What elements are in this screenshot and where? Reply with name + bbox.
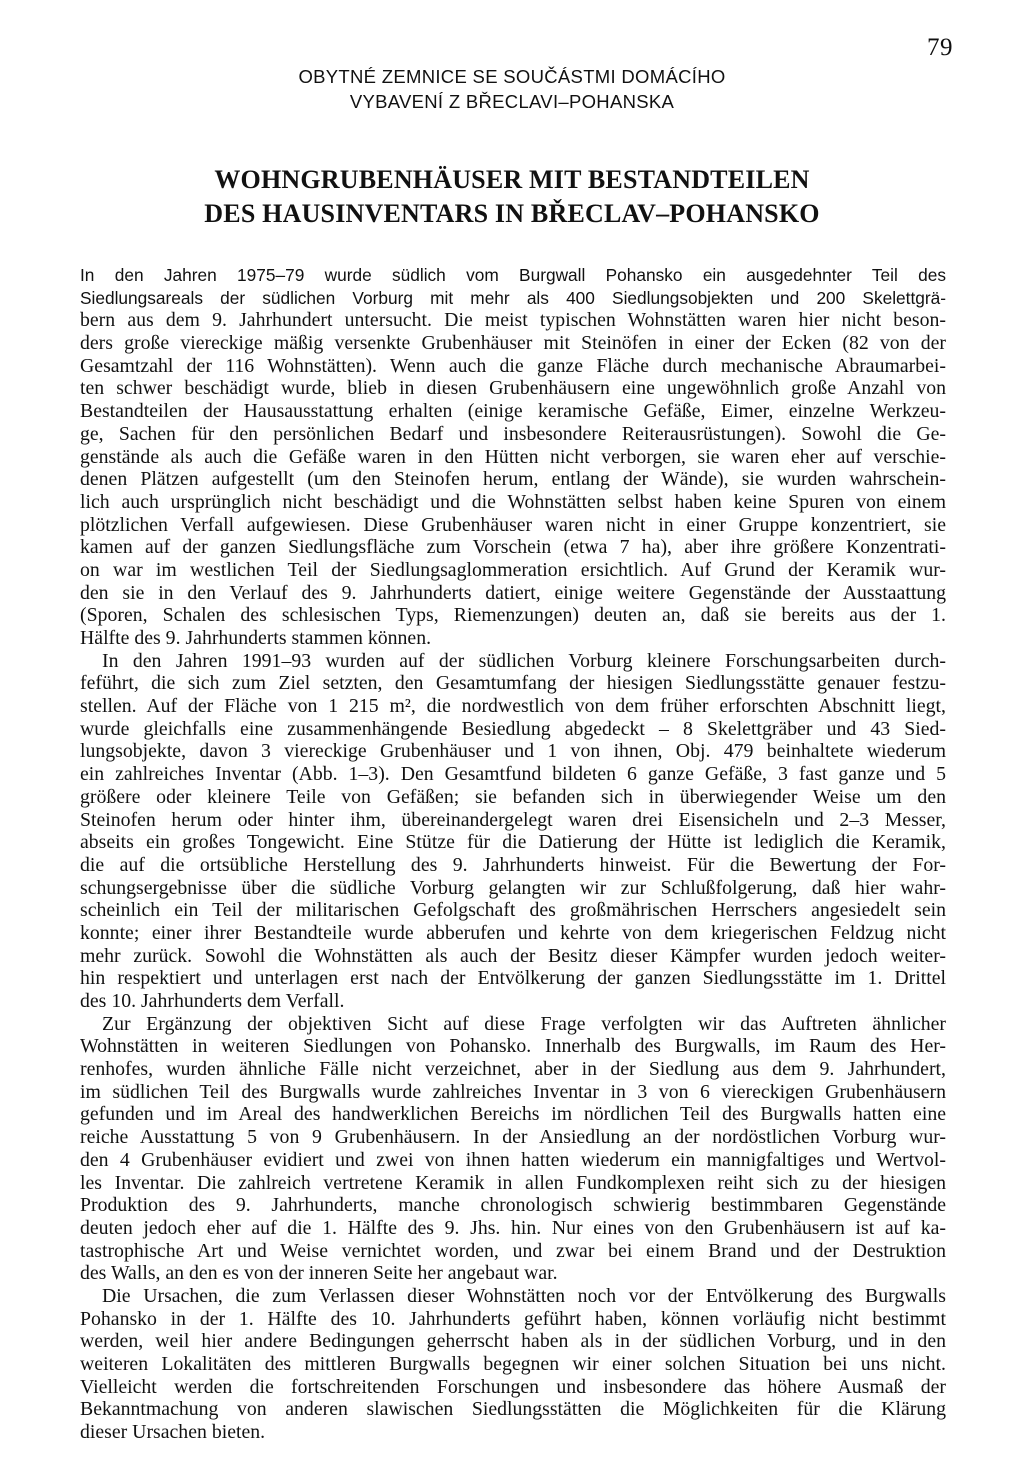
body-line: lich auch ursprünglich nicht beschädigt und die Wohnstätten selbst haben keine Spuren von einem: [80, 490, 946, 513]
body-line: des 10. Jahrhunderts dem Verfall.: [80, 990, 345, 1012]
body-line: renhofes, wurden ähnliche Fälle nicht verzeichnet, aber in der Siedlung aus dem 9. Jahrhundert,: [80, 1058, 946, 1081]
body-line: (Sporen, Schalen des schlesischen Typs, Riemenzungen) deuten an, daß sie bereits aus der 1.: [80, 604, 946, 627]
body-line: ders große viereckige mäßig versenkte Grubenhäuser mit Steinöfen in einer der Ecken (82 von der: [80, 332, 946, 355]
german-title-line-1: WOHNGRUBENHÄUSER MIT BESTANDTEILEN: [214, 165, 810, 194]
body-line: Wohnstätten in weiteren Siedlungen von Pohansko. Innerhalb des Burgwalls, im Raum des Her-: [80, 1035, 946, 1058]
body-line: genstände als auch die Gefäße waren in den Hütten nicht verborgen, sie waren eher auf verschie-: [80, 445, 946, 468]
czech-title: [0, 64, 1024, 114]
body-line: Bestandteilen der Hausausstattung erhalten (einige keramische Gefäße, Eimer, einzelne Werkzeu-: [80, 400, 946, 423]
body-line: Produktion des 9. Jahrhunderts, manche chronologisch schwierig bestimmbaren Gegenstände: [80, 1194, 946, 1217]
body-line: plötzlichen Verfall aufgewiesen. Diese Grubenhäuser waren nicht in einer Gruppe konzentriert, sie: [80, 513, 946, 536]
body-line: schungsergebnisse über die südliche Vorburg gelangten wir zur Schlußfolgerung, daß hier wahr-: [80, 876, 946, 899]
body-line: tastrophische Art und Weise vernichtet worden, und zwar bei einem Brand und der Destruktion: [80, 1239, 946, 1262]
body-line: hin respektiert und unterlagen erst nach der Entvölkerung der ganzen Siedlungsstätte im 1. Drittel: [80, 967, 946, 990]
body-line: weiteren Lokalitäten des mittleren Burgwalls begegnen wir einer solchen Situation bei uns nicht.: [80, 1353, 946, 1375]
body-line: bern aus dem 9. Jahrhundert untersucht. Die meist typischen Wohnstätten waren hier nicht beson-: [80, 309, 946, 332]
body-line: reiche Ausstattung 5 von 9 Grubenhäusern. In der Ansiedlung an der nordöstlichen Vorburg wur-: [80, 1126, 946, 1149]
body-line: größere oder kleinere Teile von Gefäßen; sie befanden sich in überwiegender Weise um den: [80, 785, 946, 808]
czech-title-line-2: VYBAVENÍ Z BŘECLAVI–POHANSKA: [349, 91, 675, 112]
body-line: ge, Sachen für den persönlichen Bedarf und insbesondere Reiterausrüstungen). Sowohl die Ge-: [80, 422, 946, 445]
body-line: abseits ein großes Tongewicht. Eine Stütze für die Datierung der Hütte ist lediglich die Keramik,: [80, 831, 946, 854]
body-line: ten schwer beschädigt wurde, blieb in diesen Grubenhäusern eine ungewöhnlich große Anzahl von: [80, 377, 946, 400]
body-line: den sie in den Verlauf des 9. Jahrhunderts datiert, einige weitere Gegenstände der Ausstaattung: [80, 581, 946, 604]
body-line: werden, weil hier andere Bedingungen geherrscht haben als in der südlichen Vorburg, und in den: [80, 1330, 946, 1353]
body-line: die auf die ortsübliche Herstellung des 9. Jahrhunderts hinweist. Für die Bewertung der For-: [80, 853, 946, 876]
body-line: lungsobjekte, davon 3 viereckige Grubenhäuser und 1 von ihnen, Obj. 479 beinhaltete wiederum: [80, 740, 946, 763]
body-line: Siedlungsareals der südlichen Vorburg mit mehr als 400 Siedlungsobjekten und 200 Skelettgrä-: [80, 287, 946, 308]
body-line: Zur Ergänzung der objektiven Sicht auf diese Frage verfolgten wir das Auftreten ähnlicher: [102, 1012, 946, 1035]
body-line: kamen auf der ganzen Siedlungsfläche zum Vorschein (etwa 7 ha), aber ihre größere Konzentrati-: [80, 536, 946, 559]
body-line: dieser Ursachen bieten.: [80, 1421, 266, 1444]
body-line: deuten jedoch eher auf die 1. Hälfte des 9. Jhs. hin. Nur eines von den Grubenhäusern ist auf ka-: [80, 1216, 946, 1239]
page-number: 79: [927, 34, 953, 61]
body-line: stellen. Auf der Fläche von 1 215 m², die nordwestlich von dem früher erforschten Abschnitt liegt,: [80, 695, 946, 718]
body-line: gefunden und im Areal des handwerklichen Bereichs im nördlichen Teil des Burgwalls hatten eine: [80, 1103, 946, 1126]
body-line: scheinlich ein Teil der militarischen Gefolgschaft des großmährischen Herrschers angesiedelt sein: [80, 899, 946, 922]
body-line: den 4 Grubenhäuser evidiert und zwei von ihnen hatten wiederum ein mannigfaltiges und Wertvol-: [80, 1148, 946, 1171]
czech-title-line-1: OBYTNÉ ZEMNICE SE SOUČÁSTMI DOMÁCÍHO: [298, 66, 726, 87]
body-text: [80, 264, 946, 1444]
body-line: konnte; einer ihrer Bestandteile wurde abberufen und kehrte von dem kriegerischen Feldzug nicht: [80, 921, 946, 944]
german-title: [0, 163, 1024, 231]
body-line: im südlichen Teil des Burgwalls wurde zahlreiches Inventar in 3 von 6 viereckigen Grubenhäusern: [80, 1080, 946, 1103]
body-line: Hälfte des 9. Jahrhunderts stammen können.: [80, 627, 432, 649]
body-line: In den Jahren 1991–93 wurden auf der südlichen Vorburg kleinere Forschungsarbeiten durch-: [102, 649, 946, 672]
body-line: ein zahlreiches Inventar (Abb. 1–3). Den Gesamtfund bildeten 6 ganze Gefäße, 3 fast ganze und 5: [80, 763, 946, 786]
body-line: denen Plätzen aufgestellt (um den Steinofen herum, entlang der Wände), sie wurden wahrschein-: [80, 468, 946, 491]
body-line: Steinofen herum oder hinter ihm, übereinandergelegt waren drei Eisensicheln und 2–3 Messer,: [80, 808, 946, 831]
body-line: Bekanntmachung von anderen slawischen Siedlungsstätten die Möglichkeiten für die Klärung: [80, 1398, 946, 1421]
body-line: feführt, die sich zum Ziel setzten, den Gesamtumfang der hiesigen Siedlungsstätte genauer festzu-: [80, 672, 946, 695]
body-line: Vielleicht werden die fortschreitenden Forschungen und insbesondere das höhere Ausmaß der: [80, 1375, 946, 1398]
body-line: les Inventar. Die zahlreich vertretene Keramik in allen Fundkomplexen reiht sich zu der hiesigen: [80, 1171, 946, 1194]
body-line: wurde gleichfalls eine zusammenhängende Besiedlung abgedeckt – 8 Skelettgräber und 43 Sied-: [80, 717, 946, 740]
body-line: Die Ursachen, die zum Verlassen dieser Wohnstätten noch vor der Entvölkerung des Burgwalls: [102, 1284, 946, 1307]
body-line: In den Jahren 1975–79 wurde südlich vom Burgwall Pohansko ein ausgedehnter Teil des: [80, 265, 946, 285]
body-line: on war im westlichen Teil der Siedlungsaglommeration ersichtlich. Auf Grund der Keramik wur-: [80, 558, 946, 581]
german-title-line-2: DES HAUSINVENTARS IN BŘECLAV–POHANSKO: [204, 199, 820, 228]
body-line: Pohansko in der 1. Hälfte des 10. Jahrhunderts geführt haben, können vorläufig nicht bestimmt: [80, 1307, 946, 1330]
body-line: Gesamtzahl der 116 Wohnstätten). Wenn auch die ganze Fläche durch mechanische Abraumarbei-: [80, 354, 946, 377]
body-line: mehr zurück. Sowohl die Wohnstätten als auch der Besitz dieser Kämpfer wurden jedoch weiter-: [80, 944, 946, 967]
body-line: des Walls, an den es von der inneren Seite her angebaut war.: [80, 1262, 558, 1285]
